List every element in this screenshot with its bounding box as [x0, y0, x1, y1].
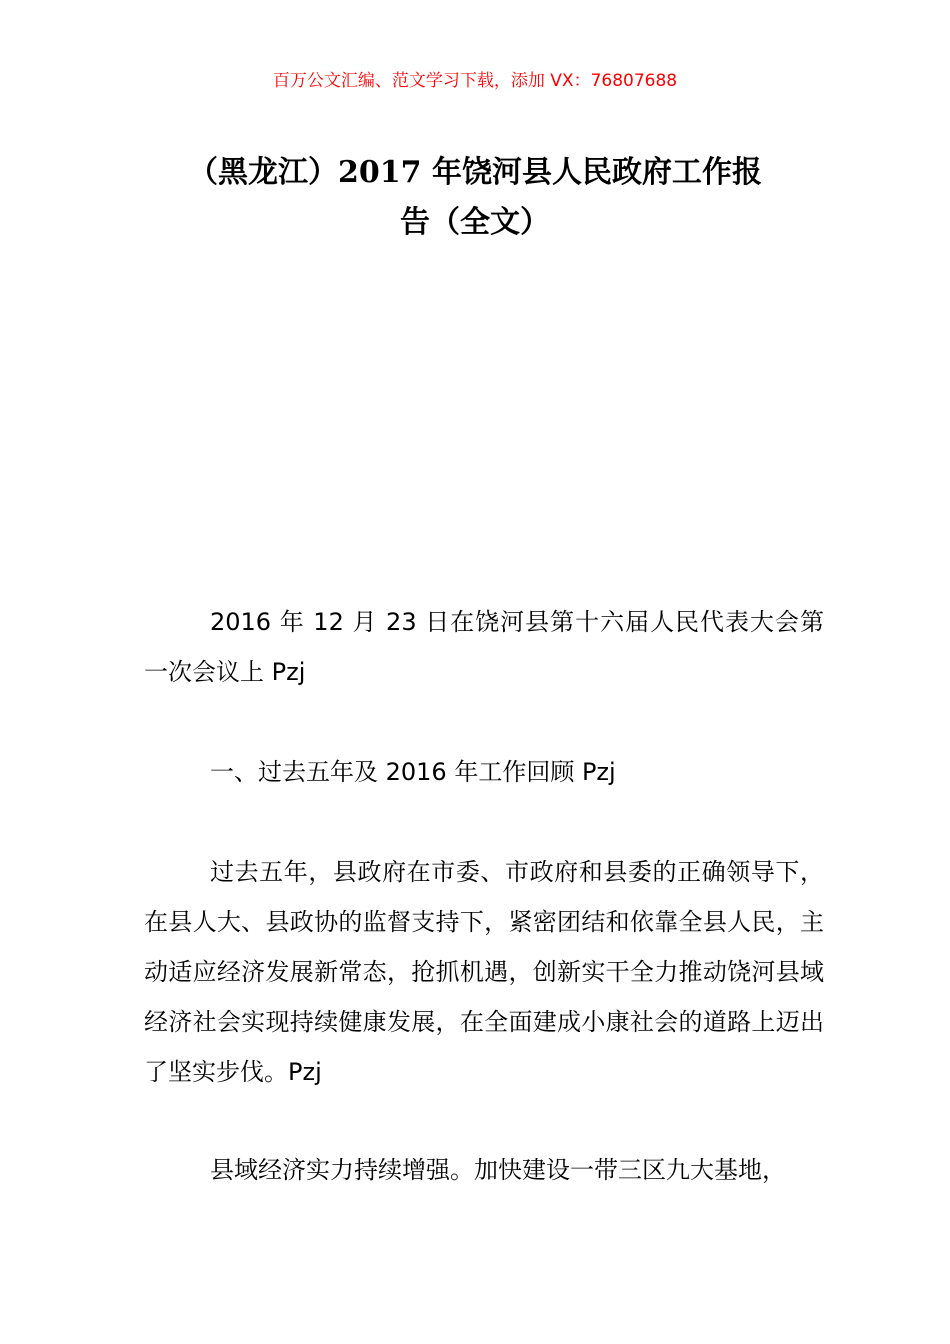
header-watermark-note: 百万公文汇编、范文学习下载，添加 VX：76807688 [272, 71, 678, 91]
title-line-2: 告（全文） [400, 205, 550, 240]
meeting-info-paragraph: 2016 年 12 月 23 日在饶河县第十六届人民代表大会第一次会议上 Pzj [144, 608, 824, 686]
title-line-1: （黑龙江）2017 年饶河县人民政府工作报 [188, 155, 762, 190]
document-title [140, 148, 810, 248]
section-heading-review: 一、过去五年及 2016 年工作回顾 Pzj [210, 758, 616, 786]
body-paragraph-economy: 县域经济实力持续增强。加快建设一带三区九大基地， [210, 1156, 786, 1184]
body-paragraph-summary: 过去五年，县政府在市委、市政府和县委的正确领导下，在县人大、县政协的监督支持下，紧密团结和依靠全县人民，主动适应经济发展新常态，抢抓机遇，创新实干全力推动饶河县域经济社会实现持续健康发展，在全面建成小康社会的道路上迈出了坚实步伐。Pzj [144, 858, 824, 1086]
